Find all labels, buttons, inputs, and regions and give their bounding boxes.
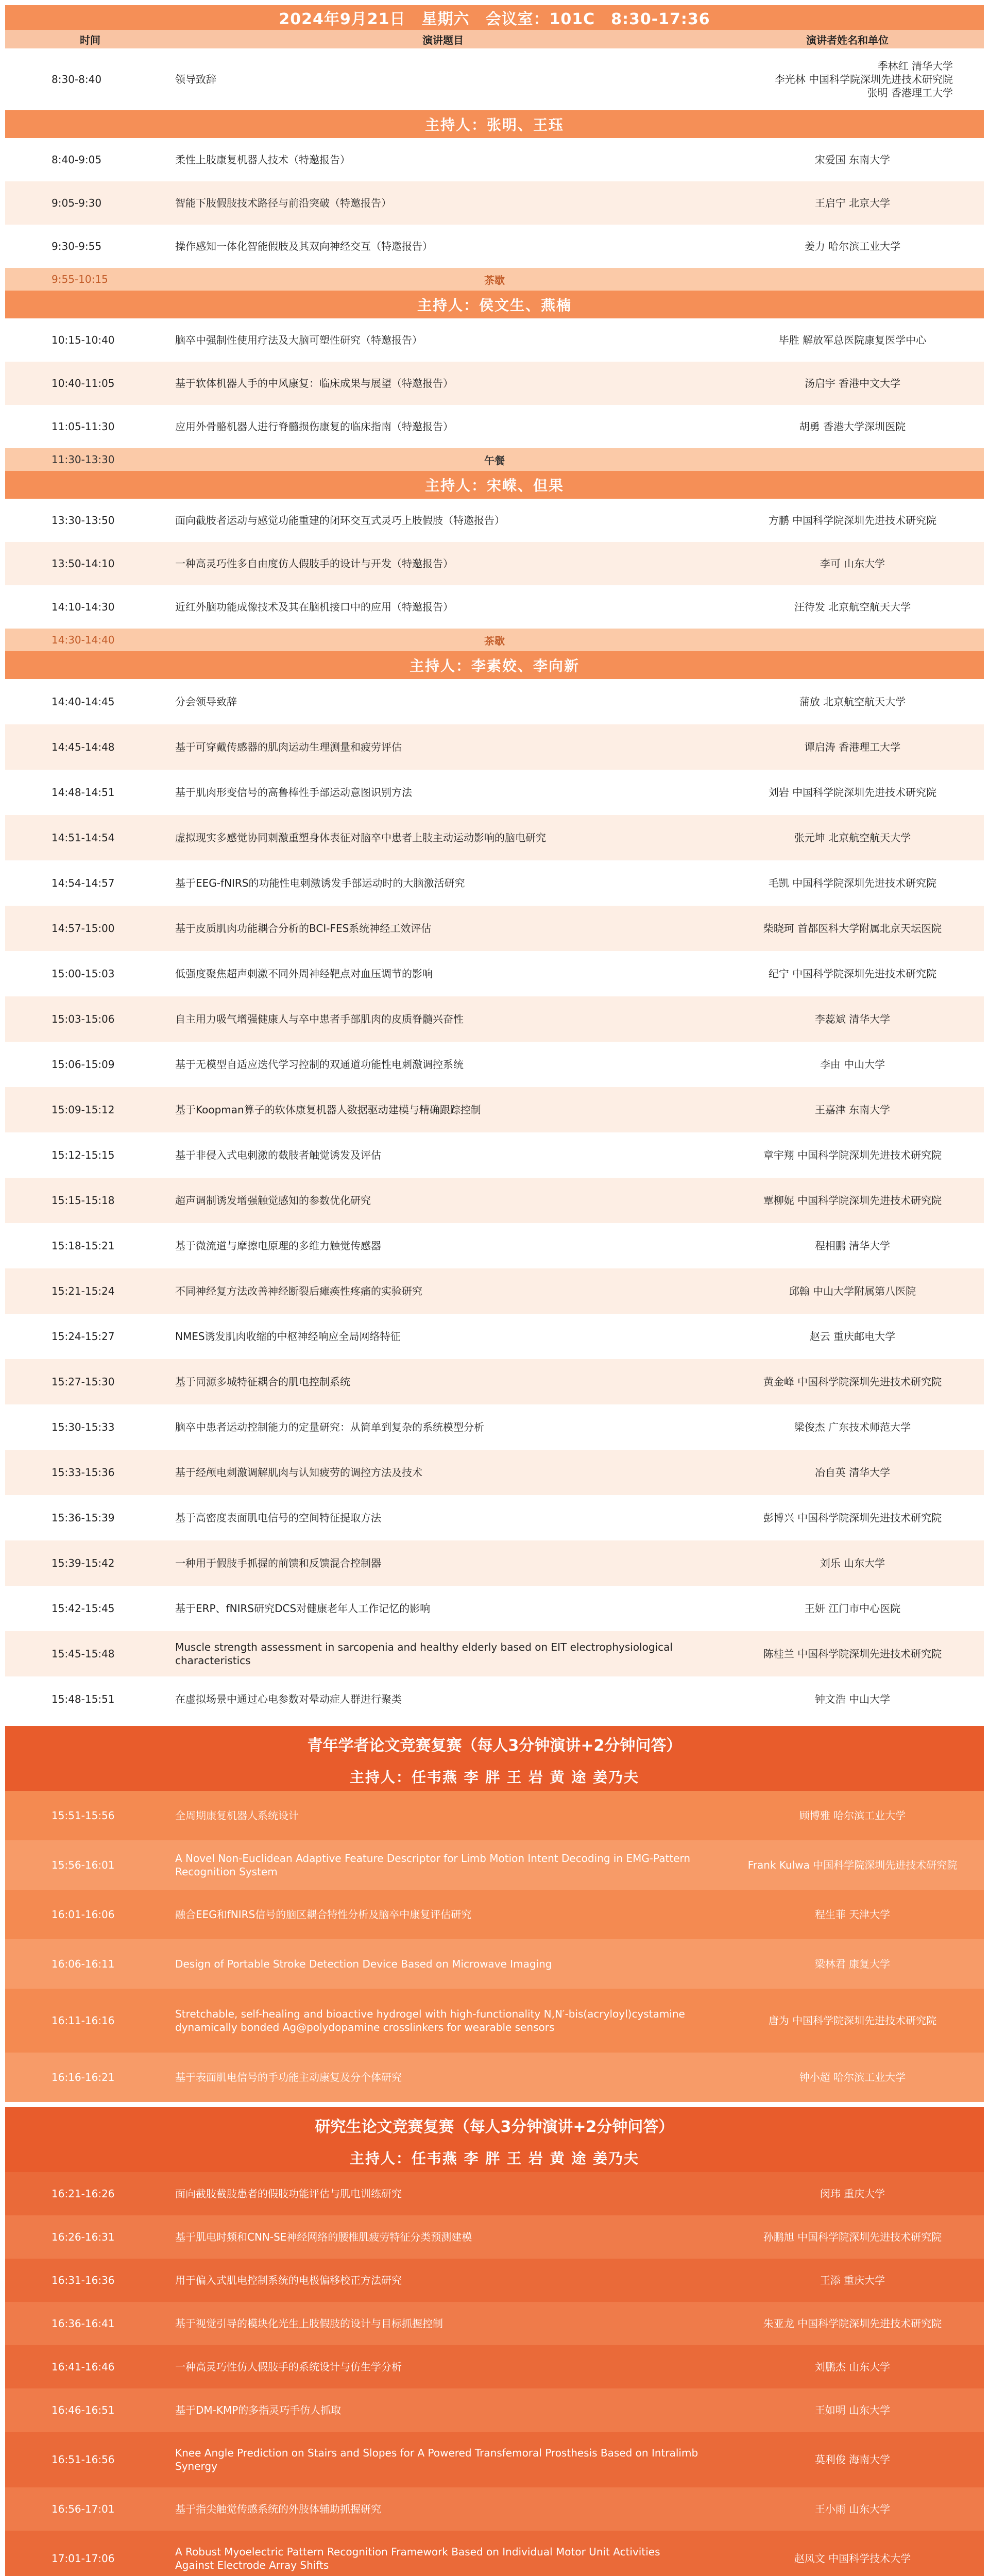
row-time: 15:15-15:18 <box>52 1194 115 1207</box>
row-speaker: 汤启宇 香港中文大学 <box>804 377 901 389</box>
row-speaker: 邱翰 中山大学附属第八医院 <box>789 1285 916 1297</box>
row-topic: 基于软体机器人手的中风康复：临床成果与展望（特邀报告） <box>175 377 453 389</box>
tea-break-2 <box>5 629 984 651</box>
row-topic: 脑卒中强制性使用疗法及大脑可塑性研究（特邀报告） <box>175 334 422 346</box>
youth-talk-row <box>5 2053 984 2102</box>
row-topic: A Robust Myoelectric Pattern Recognition Framework Based on Individual Motor Unit Activities Against Electrode Array Shifts <box>175 2546 660 2571</box>
student-talk-row <box>5 2302 984 2345</box>
youth-talk-row <box>5 1791 984 1840</box>
row-speaker: 王启宁 北京大学 <box>814 197 891 209</box>
row-speaker: 刘鹏杰 山东大学 <box>814 2361 891 2373</box>
row-time: 16:51-16:56 <box>52 2453 115 2466</box>
talk-row <box>5 1042 984 1087</box>
row-speaker: 谭启涛 香港理工大学 <box>804 741 901 753</box>
tea-break-1 <box>5 268 984 291</box>
row-topic: Design of Portable Stroke Detection Device Based on Microwave Imaging <box>175 1958 552 1970</box>
talk-row <box>5 1268 984 1314</box>
row-topic: 用于偏入式肌电控制系统的电极偏移校正方法研究 <box>175 2274 402 2286</box>
row-speaker: 赵云 重庆邮电大学 <box>809 1330 896 1343</box>
talk-row <box>5 724 984 770</box>
break-label: 茶歇 <box>484 274 505 286</box>
row-time: 15:48-15:51 <box>52 1693 115 1705</box>
row-speaker: 赵凤文 中国科学技术大学 <box>794 2552 911 2565</box>
row-time: 15:12-15:15 <box>52 1149 115 1161</box>
row-speaker: 蒲放 北京航空航天大学 <box>799 696 906 708</box>
row-topic: 低强度聚焦超声刺激不同外周神经靶点对血压调节的影响 <box>175 968 433 980</box>
row-speaker: 刘乐 山东大学 <box>820 1557 885 1569</box>
talk-row <box>5 906 984 951</box>
row-topic: 基于高密度表面肌电信号的空间特征提取方法 <box>175 1512 381 1524</box>
talk-row <box>5 1631 984 1676</box>
session-host-2: 主持人：侯文生、燕楠 <box>5 291 984 318</box>
talk-row <box>5 815 984 860</box>
row-time: 16:01-16:06 <box>52 1908 115 1921</box>
talk-row <box>5 1676 984 1722</box>
row-time: 15:21-15:24 <box>52 1285 115 1297</box>
talk-row <box>5 770 984 815</box>
schedule-header: 2024年9月21日 星期六 会议室：101C 8:30-17:36 <box>5 5 984 30</box>
row-topic: 应用外骨骼机器人进行脊髓损伤康复的临床指南（特邀报告） <box>175 420 453 433</box>
row-time: 9:05-9:30 <box>52 197 102 209</box>
row-speaker: 莫利俊 海南大学 <box>814 2453 891 2466</box>
row-topic: 基于视觉引导的模块化光生上肢假肢的设计与目标抓握控制 <box>175 2317 443 2330</box>
row-speaker: 程相鹏 清华大学 <box>814 1240 891 1252</box>
talk-row <box>5 860 984 906</box>
break-time: 14:30-14:40 <box>52 634 115 646</box>
row-topic: 操作感知一体化智能假肢及其双向神经交互（特邀报告） <box>175 240 433 252</box>
lunch-break <box>5 448 984 471</box>
speaker-line: 李光林 中国科学院深圳先进技术研究院 <box>774 73 953 86</box>
row-topic: 基于肌肉形变信号的高鲁棒性手部运动意图识别方法 <box>175 786 412 799</box>
row-topic: 基于皮质肌肉功能耦合分析的BCI-FES系统神经工效评估 <box>175 922 432 935</box>
row-topic: 基于同源多城特征耦合的肌电控制系统 <box>175 1376 350 1388</box>
row-time: 13:50-14:10 <box>52 557 115 570</box>
speaker-line: 张明 香港理工大学 <box>867 87 953 99</box>
row-time: 10:15-10:40 <box>52 334 115 346</box>
row-speaker <box>711 59 984 99</box>
row-time: 14:51-14:54 <box>52 832 115 844</box>
row-time: 15:36-15:39 <box>52 1512 115 1524</box>
talk-row <box>5 1314 984 1359</box>
row-time: 16:41-16:46 <box>52 2361 115 2373</box>
talk-row <box>5 362 984 405</box>
row-time: 15:06-15:09 <box>52 1058 115 1071</box>
talk-row <box>5 542 984 585</box>
row-time: 14:45-14:48 <box>52 741 115 753</box>
student-talk-row <box>5 2172 984 2215</box>
youth-talk-row <box>5 1890 984 1939</box>
row-time: 16:46-16:51 <box>52 2404 115 2416</box>
row-speaker: 毛凯 中国科学院深圳先进技术研究院 <box>768 877 937 889</box>
row-speaker: 王如明 山东大学 <box>814 2404 891 2416</box>
column-header-speaker: 演讲者姓名和单位 <box>806 33 889 46</box>
row-topic: 基于可穿戴传感器的肌肉运动生理测量和疲劳评估 <box>175 741 402 753</box>
talk-row <box>5 1586 984 1631</box>
row-topic: 脑卒中患者运动控制能力的定量研究：从简单到复杂的系统模型分析 <box>175 1421 484 1433</box>
row-time: 16:21-16:26 <box>52 2188 115 2200</box>
row-speaker: 程生菲 天津大学 <box>814 1908 891 1921</box>
row-topic: Knee Angle Prediction on Stairs and Slopes for A Powered Transfemoral Prosthesis Based on Intralimb Synergy <box>175 2447 698 2472</box>
row-topic: 基于微流道与摩擦电原理的多维力触觉传感器 <box>175 1240 381 1252</box>
row-time: 16:06-16:11 <box>52 1958 115 1970</box>
row-topic: 一种用于假肢手抓握的前馈和反馈混合控制器 <box>175 1557 381 1569</box>
row-time: 9:30-9:55 <box>52 240 102 252</box>
talk-row <box>5 499 984 542</box>
row-speaker: 汪待发 北京航空航天大学 <box>794 601 911 613</box>
row-speaker: 李由 中山大学 <box>820 1058 885 1071</box>
row-time: 16:31-16:36 <box>52 2274 115 2286</box>
session-host-4: 主持人：李素姣、李向新 <box>5 651 984 679</box>
row-topic: 面向截肢者运动与感觉功能重建的闭环交互式灵巧上肢假肢（特邀报告） <box>175 514 505 527</box>
row-speaker: 姜力 哈尔滨工业大学 <box>804 240 901 252</box>
row-topic: 虚拟现实多感觉协同刺激重塑身体表征对脑卒中患者上肢主动运动影响的脑电研究 <box>175 832 546 844</box>
row-topic: 基于EEG-fNIRS的功能性电刺激诱发手部运动时的大脑激活研究 <box>175 877 465 889</box>
talk-row <box>5 1223 984 1268</box>
row-speaker: 毕胜 解放军总医院康复医学中心 <box>778 334 927 346</box>
row-speaker: 张元坤 北京航空航天大学 <box>794 832 911 844</box>
row-topic: NMES诱发肌肉收缩的中枢神经响应全局网络特征 <box>175 1330 401 1343</box>
row-speaker: 彭博兴 中国科学院深圳先进技术研究院 <box>763 1512 942 1524</box>
row-speaker: 李蕊斌 清华大学 <box>814 1013 891 1025</box>
row-topic: 基于DM-KMP的多指灵巧手仿人抓取 <box>175 2404 342 2416</box>
row-topic: 柔性上肢康复机器人技术（特邀报告） <box>175 154 350 166</box>
row-time: 15:24-15:27 <box>52 1330 115 1343</box>
talk-row <box>5 996 984 1042</box>
row-topic: 全周期康复机器人系统设计 <box>175 1809 299 1822</box>
row-topic: 不同神经复方法改善神经断裂后瘫痪性疼痛的实验研究 <box>175 1285 422 1297</box>
row-time: 16:56-17:01 <box>52 2503 115 2515</box>
speaker-line: 季林红 清华大学 <box>877 60 953 72</box>
student-section-host: 主持人：任韦燕 李 胖 王 岩 黄 途 姜乃夫 <box>5 2143 984 2172</box>
youth-talk-row <box>5 1840 984 1890</box>
talk-row <box>5 1404 984 1450</box>
row-time: 14:40-14:45 <box>52 696 115 708</box>
session-host-3: 主持人：宋嵘、但果 <box>5 471 984 499</box>
row-speaker: 章宇翔 中国科学院深圳先进技术研究院 <box>763 1149 942 1161</box>
talk-row <box>5 1178 984 1223</box>
talk-row <box>5 951 984 996</box>
row-speaker: 陈桂兰 中国科学院深圳先进技术研究院 <box>763 1648 942 1660</box>
row-time: 15:39-15:42 <box>52 1557 115 1569</box>
student-talk-row <box>5 2215 984 2259</box>
row-time: 16:26-16:31 <box>52 2231 115 2243</box>
opening-row <box>5 48 984 110</box>
student-talk-row <box>5 2259 984 2302</box>
student-talk-row <box>5 2487 984 2531</box>
talk-row <box>5 1087 984 1132</box>
talk-row <box>5 585 984 629</box>
row-time: 14:48-14:51 <box>52 786 115 799</box>
row-speaker: 闵玮 重庆大学 <box>820 2188 885 2200</box>
row-time: 14:54-14:57 <box>52 877 115 889</box>
row-topic: 基于无模型自适应迭代学习控制的双通道功能性电刺激调控系统 <box>175 1058 464 1071</box>
row-speaker: 胡勇 香港大学深圳医院 <box>799 420 906 433</box>
row-speaker: 方鹏 中国科学院深圳先进技术研究院 <box>768 514 937 527</box>
row-topic: 近红外脑功能成像技术及其在脑机接口中的应用（特邀报告） <box>175 601 453 613</box>
row-time: 15:03-15:06 <box>52 1013 115 1025</box>
break-label: 茶歇 <box>484 634 505 647</box>
row-speaker: 王添 重庆大学 <box>820 2274 885 2286</box>
row-time: 16:36-16:41 <box>52 2317 115 2330</box>
session-host-1: 主持人：张明、王珏 <box>5 110 984 138</box>
row-speaker: 李可 山东大学 <box>820 557 885 570</box>
youth-talk-row <box>5 1939 984 1989</box>
row-topic: 基于肌电时频和CNN-SE神经网络的腰椎肌疲劳特征分类预测建模 <box>175 2231 472 2243</box>
talk-row <box>5 1359 984 1404</box>
row-topic: 一种高灵巧性多自由度仿人假肢手的设计与开发（特邀报告） <box>175 557 453 570</box>
row-speaker: 朱亚龙 中国科学院深圳先进技术研究院 <box>763 2317 942 2330</box>
talk-row <box>5 138 984 181</box>
row-topic: 基于表面肌电信号的手功能主动康复及分个体研究 <box>175 2071 402 2083</box>
row-time: 11:05-11:30 <box>52 420 115 433</box>
row-time: 16:16-16:21 <box>52 2071 115 2083</box>
row-speaker: 黄金峰 中国科学院深圳先进技术研究院 <box>763 1376 942 1388</box>
youth-section-title: 青年学者论文竞赛复赛（每人3分钟演讲+2分钟问答） <box>5 1726 984 1762</box>
row-time: 17:01-17:06 <box>52 2552 115 2565</box>
row-speaker: 王妍 江门市中心医院 <box>804 1602 901 1615</box>
row-topic: Stretchable, self-healing and bioactive hydrogel with high-functionality N,N′-bis(acryloyl)cystamine dynamically bonded Ag@polydopamine crosslinkers for wearable sensors <box>175 2008 685 2033</box>
row-time: 15:00-15:03 <box>52 968 115 980</box>
row-time: 14:57-15:00 <box>52 922 115 935</box>
row-time: 15:51-15:56 <box>52 1809 115 1822</box>
talk-row <box>5 1540 984 1586</box>
row-topic: 面向截肢截肢患者的假肢功能评估与肌电训练研究 <box>175 2188 402 2200</box>
row-time: 15:18-15:21 <box>52 1240 115 1252</box>
talk-row <box>5 318 984 362</box>
column-header-topic: 演讲题目 <box>422 33 464 46</box>
row-time: 16:11-16:16 <box>52 2014 115 2027</box>
row-speaker: 宋爱国 东南大学 <box>814 154 891 166</box>
row-speaker: 梁林君 康复大学 <box>814 1958 891 1970</box>
row-topic: 一种高灵巧性仿人假肢手的系统设计与仿生学分析 <box>175 2361 402 2373</box>
row-topic: 自主用力吸气增强健康人与卒中患者手部肌肉的皮质脊髓兴奋性 <box>175 1013 464 1025</box>
row-time: 15:09-15:12 <box>52 1104 115 1116</box>
student-talk-row <box>5 2432 984 2487</box>
row-time: 15:27-15:30 <box>52 1376 115 1388</box>
row-speaker: 钟文浩 中山大学 <box>814 1693 891 1705</box>
row-speaker: 梁俊杰 广东技术师范大学 <box>794 1421 911 1433</box>
row-speaker: 覃柳妮 中国科学院深圳先进技术研究院 <box>763 1194 942 1207</box>
row-time: 15:33-15:36 <box>52 1466 115 1479</box>
row-speaker: Frank Kulwa 中国科学院深圳先进技术研究院 <box>747 1859 958 1871</box>
row-speaker: 柴晓珂 首都医科大学附属北京天坛医院 <box>763 922 942 935</box>
row-time: 15:42-15:45 <box>52 1602 115 1615</box>
row-speaker: 王小雨 山东大学 <box>814 2503 891 2515</box>
row-speaker: 冶自英 清华大学 <box>814 1466 891 1479</box>
row-topic: 智能下肢假肢技术路径与前沿突破（特邀报告） <box>175 197 391 209</box>
student-talk-row <box>5 2388 984 2432</box>
row-speaker: 唐为 中国科学院深圳先进技术研究院 <box>768 2014 937 2027</box>
row-topic: Muscle strength assessment in sarcopenia and healthy elderly based on EIT electrophysiological characteristics <box>175 1641 673 1667</box>
row-time: 14:10-14:30 <box>52 601 115 613</box>
row-time: 10:40-11:05 <box>52 377 115 389</box>
youth-talk-row <box>5 1989 984 2053</box>
student-section-title: 研究生论文竞赛复赛（每人3分钟演讲+2分钟问答） <box>5 2107 984 2143</box>
row-time: 8:40-9:05 <box>52 154 102 166</box>
row-topic: 在虚拟场景中通过心电参数对晕动症人群进行聚类 <box>175 1693 402 1705</box>
row-topic: 基于ERP、fNIRS研究DCS对健康老年人工作记忆的影响 <box>175 1602 431 1615</box>
talk-row <box>5 1450 984 1495</box>
break-time: 11:30-13:30 <box>52 453 115 466</box>
break-label: 午餐 <box>484 454 505 467</box>
row-topic: 基于经颅电刺激调解肌肉与认知疲劳的调控方法及技术 <box>175 1466 422 1479</box>
row-speaker: 钟小超 哈尔滨工业大学 <box>799 2071 906 2083</box>
row-topic: 分会领导致辞 <box>175 696 237 708</box>
row-speaker: 纪宁 中国科学院深圳先进技术研究院 <box>768 968 937 980</box>
row-speaker: 刘岩 中国科学院深圳先进技术研究院 <box>768 786 937 799</box>
row-time: 15:56-16:01 <box>52 1859 115 1871</box>
row-topic: 超声调制诱发增强触觉感知的参数优化研究 <box>175 1194 371 1207</box>
row-time: 8:30-8:40 <box>52 73 102 86</box>
row-time: 15:45-15:48 <box>52 1648 115 1660</box>
row-topic: 基于Koopman算子的软体康复机器人数据驱动建模与精确跟踪控制 <box>175 1104 481 1116</box>
row-topic: 融合EEG和fNIRS信号的脑区耦合特性分析及脑卒中康复评估研究 <box>175 1908 472 1921</box>
row-topic: 基于指尖触觉传感系统的外肢体辅助抓握研究 <box>175 2503 381 2515</box>
student-talk-row <box>5 2345 984 2388</box>
row-topic: 基于非侵入式电刺激的截肢者触觉诱发及评估 <box>175 1149 381 1161</box>
talk-row <box>5 181 984 225</box>
talk-row <box>5 225 984 268</box>
youth-section-host: 主持人：任韦燕 李 胖 王 岩 黄 途 姜乃夫 <box>5 1762 984 1791</box>
student-talk-row <box>5 2531 984 2576</box>
break-time: 9:55-10:15 <box>52 273 108 285</box>
row-topic: 领导致辞 <box>175 73 216 86</box>
talk-row <box>5 1495 984 1540</box>
row-speaker: 顾博雅 哈尔滨工业大学 <box>799 1809 906 1822</box>
talk-row <box>5 1132 984 1178</box>
row-time: 15:30-15:33 <box>52 1421 115 1433</box>
row-speaker: 王嘉津 东南大学 <box>814 1104 891 1116</box>
talk-row <box>5 405 984 448</box>
row-time: 13:30-13:50 <box>52 514 115 527</box>
column-header-row <box>5 30 984 48</box>
column-header-time: 时间 <box>80 33 100 46</box>
row-speaker: 孙鹏旭 中国科学院深圳先进技术研究院 <box>763 2231 942 2243</box>
row-topic: A Novel Non-Euclidean Adaptive Feature Descriptor for Limb Motion Intent Decoding in EMG-Pattern Recognition System <box>175 1852 691 1878</box>
talk-row <box>5 679 984 724</box>
